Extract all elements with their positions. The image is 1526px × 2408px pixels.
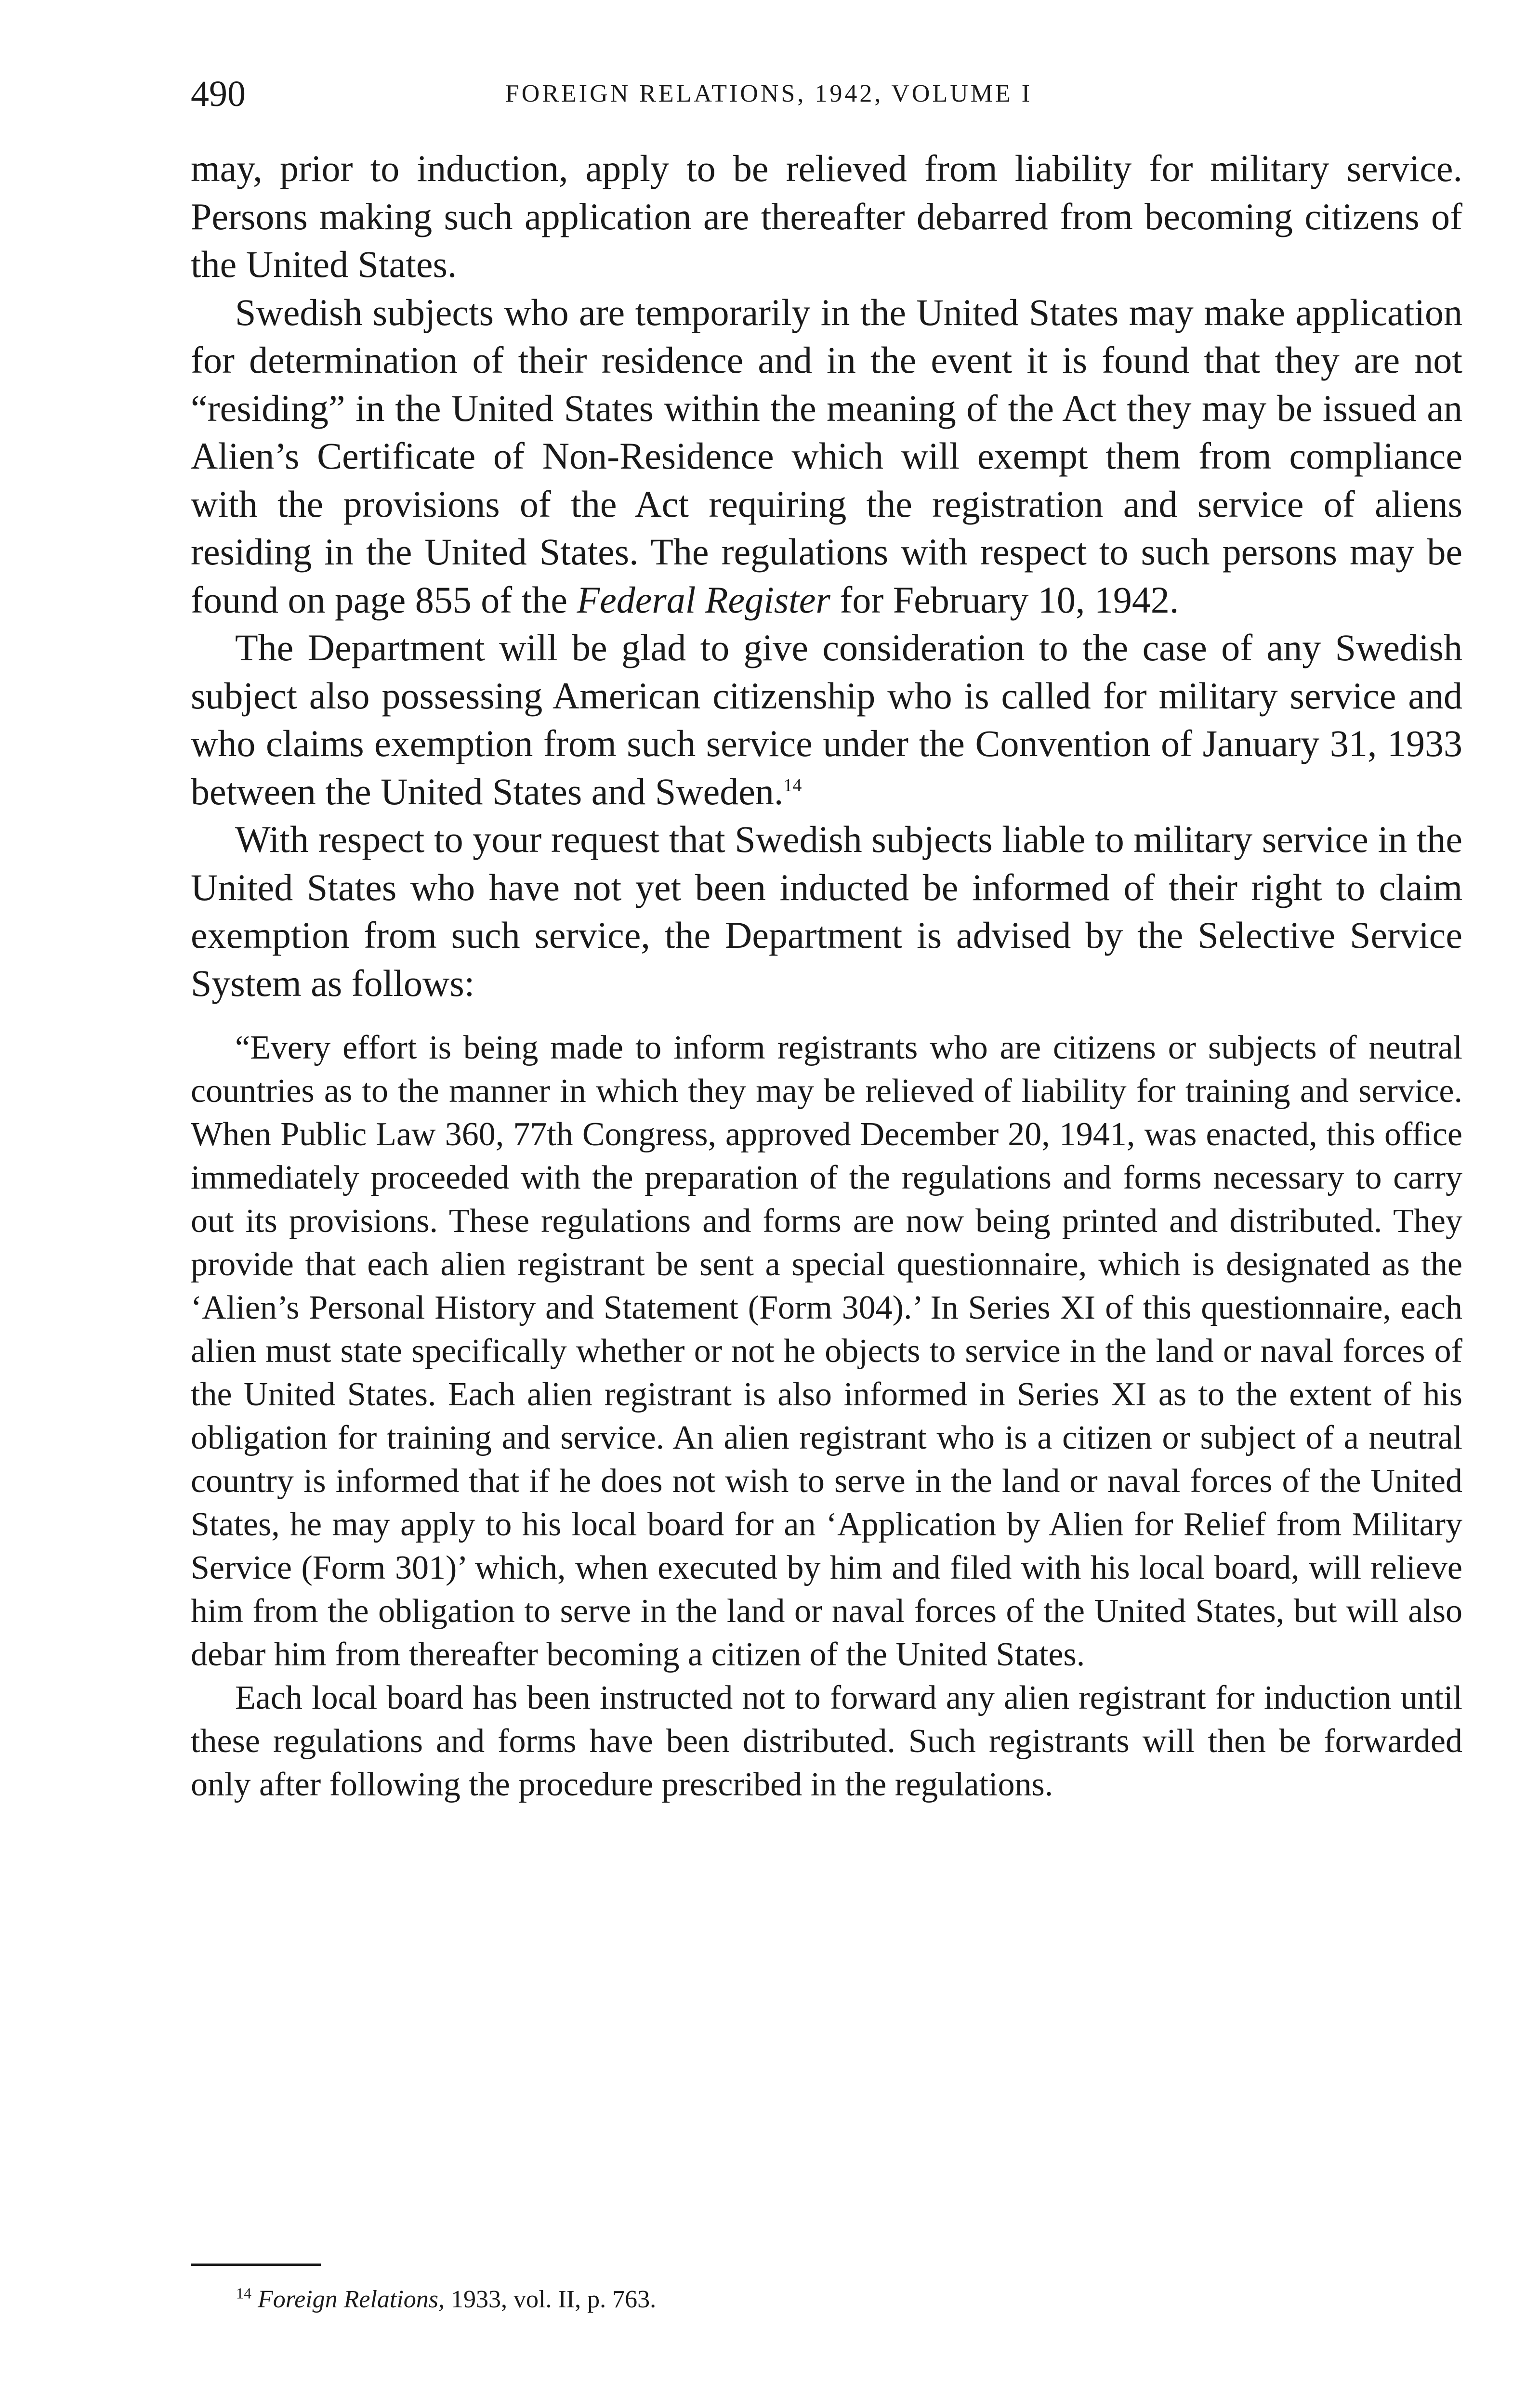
paragraph-continuation: may, prior to induction, apply to be relieved from liability for military service. Persons making such application are thereafter debarred from becoming citizens of the United States.	[191, 147, 1462, 285]
quote-paragraph: Each local board has been instructed not to forward any alien registrant for induction until these regulations and forms have been distributed. Such registrants will then be forwarded only after following the procedure prescribed in the regulations.	[191, 1679, 1462, 1803]
paragraph-text: Swedish subjects who are temporarily in the United States may make application for determination of their residence and in the event it is found that they are not “residing” in the United States within the meaning of the Act they may be issued an Alien’s Certificate of Non-Residence which will exempt them from compliance with the provisions of the Act requiring the registration and service of aliens residing in the United States. The regulations with respect to such persons may be found on page 855 of the	[191, 291, 1462, 621]
footnote-source-title: Foreign Relations	[258, 2286, 439, 2313]
footnote	[236, 2283, 656, 2316]
paragraph-text: The Department will be glad to give consideration to the case of any Swedish subject also possessing American citizenship who is called for military service and who claims exemption from such service under the Convention of January 31, 1933 between the United States and Sweden.	[191, 627, 1462, 812]
footnote-citation: , 1933, vol. II, p. 763.	[438, 2286, 657, 2313]
footnote-number: 14	[236, 2284, 251, 2302]
body-text	[191, 144, 1462, 1806]
federal-register-title: Federal Register	[577, 578, 830, 621]
paragraph-request: With respect to your request that Swedish subjects liable to military service in the United States who have not yet been inducted be informed of their right to claim exemption from such service, the Department is advised by the Selective Service System as follows:	[191, 818, 1462, 1004]
running-head: FOREIGN RELATIONS, 1942, VOLUME I	[505, 80, 1033, 107]
page-number: 490	[191, 74, 246, 114]
footnote-reference: 14	[783, 775, 802, 796]
paragraph-text: for February 10, 1942.	[830, 578, 1179, 621]
quote-paragraph: “Every effort is being made to inform registrants who are citizens or subjects of neutral countries as to the manner in which they may be relieved of liability for training and service. When Public Law 360, 77th Congress, approved December 20, 1941, was enacted, this office immediately proceeded with the preparation of the regulations and forms necessary to carry out its provisions. These regulations and forms are now being printed and distributed. They provide that each alien registrant be sent a special questionnaire, which is designated as the ‘Alien’s Personal History and Statement (Form 304).’ In Series XI of this questionnaire, each alien must state specifically whether or not he objects to service in the land or naval forces of the United States. Each alien registrant is also informed in Series XI as to the extent of his obligation for training and service. An alien registrant who is a citizen or subject of a neutral country is informed that if he does not wish to serve in the land or naval forces of the United States, he may apply to his local board for an ‘Application by Alien for Relief from Military Service (Form 301)’ which, when executed by him and filed with his local board, will relieve him from the obligation to serve in the land or naval forces of the United States, but will also debar him from thereafter becoming a citizen of the United States.	[191, 1029, 1462, 1673]
paragraph-swedish-subjects	[191, 288, 1462, 624]
page-header	[191, 72, 1462, 125]
footnote-divider	[191, 2264, 321, 2266]
quoted-statement	[191, 1026, 1462, 1806]
paragraph-department-consideration	[191, 624, 1462, 815]
